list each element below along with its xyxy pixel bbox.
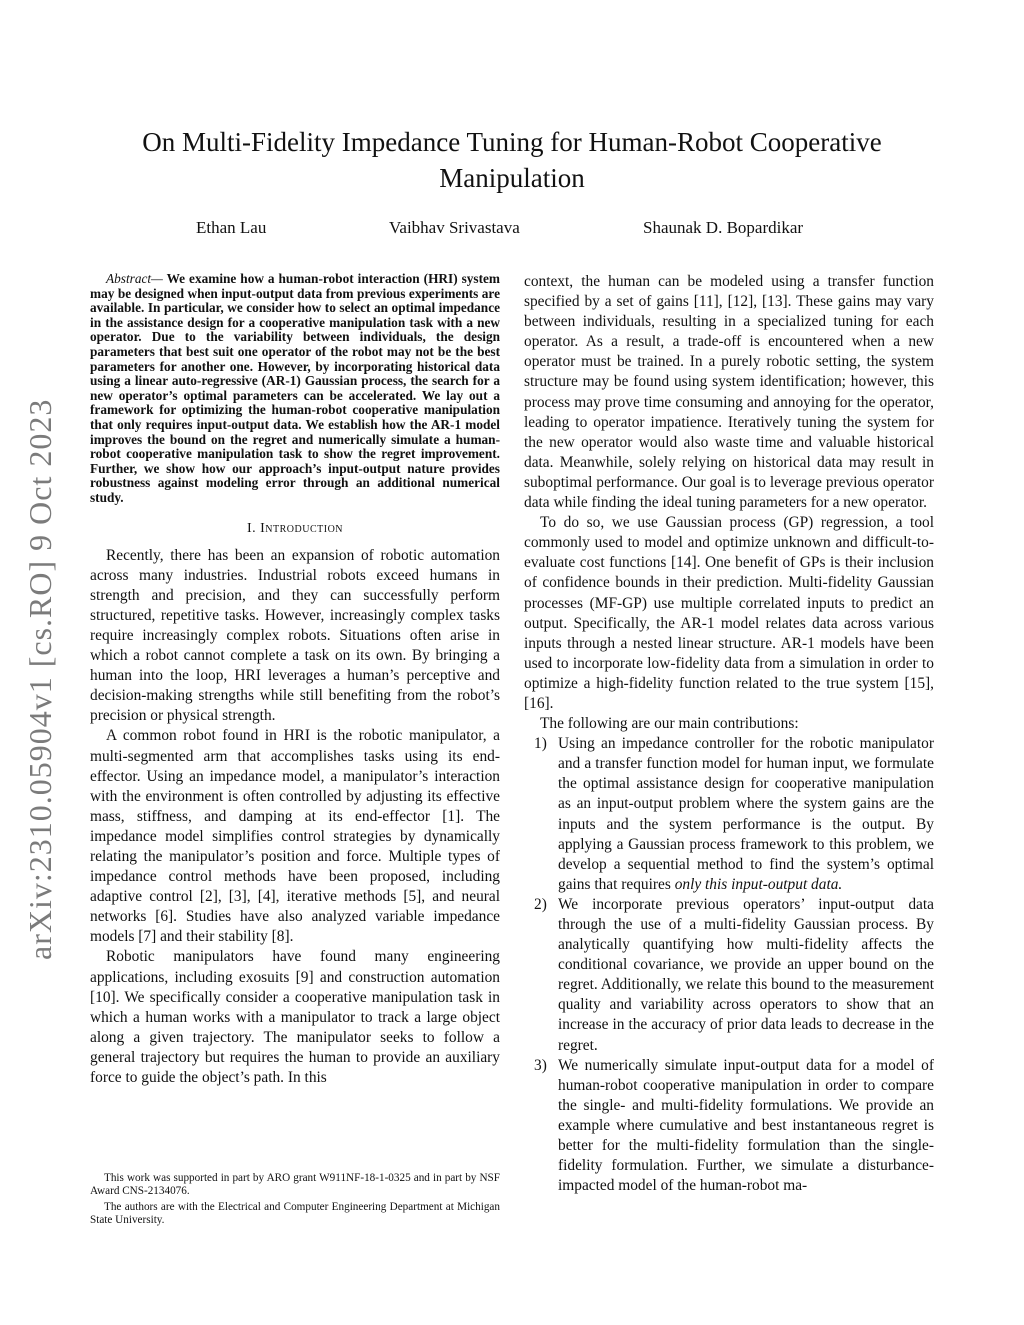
author-2: Vaibhav Srivastava	[389, 218, 520, 237]
contribution-number: 3)	[534, 1056, 547, 1074]
contribution-number: 2)	[534, 895, 547, 913]
intro-paragraph-2: A common robot found in HRI is the robotic manipulator, a multi-segmented arm that accomplishes tasks using its end-effector. Using an impedance model, a manipulator’s interaction with the environment is often controlled by adjusting its effective mass, stiffness, and damping at its end-effector [1]. The impedance model simplifies control strategies by dynamically relating the manipulator’s position and force. Multiple types of impedance control methods have been proposed, including adaptive control [2], [3], [4], iterative methods [5], and neural networks [6]. Studies have also analyzed variable impedance models [7] and their stability [8].	[90, 727, 500, 946]
author-3: Shaunak D. Bopardikar	[643, 218, 804, 237]
contributions-list	[524, 734, 934, 1196]
section-heading-introduction	[90, 519, 500, 539]
footnote-funding: This work was supported in part by ARO grant W911NF-18-1-0325 and in part by NSF Award CNS-2134076.	[90, 1172, 500, 1197]
intro-paragraph-3: Robotic manipulators have found many engineering applications, including exosuits [9] and construction automation [10]. We specifically consider a cooperative manipulation task in which a human works with a manipulator to track a large object along a given trajectory. The manipulator seeks to follow a general trajectory but requires the human to provide an auxiliary force to guide the object’s path. In this	[90, 948, 500, 1087]
arxiv-identifier: arXiv:2310.05904v1 [cs.RO] 9 Oct 2023	[22, 398, 58, 960]
contribution-item-3	[524, 1056, 934, 1197]
contribution-item-1	[524, 734, 934, 895]
contribution-item-2	[524, 895, 934, 1056]
intro-paragraph-3-continued: context, the human can be modeled using a transfer function specified by a set of gains [11], [12], [13]. These gains may vary between individuals, resulting in a specialized tuning for each operator. As a result, a trade-off is encountered when a new operator must be trained. In a purely robotic setting, the system structure may be found using system identification; however, this process may prove time consuming and annoying for the operator, leading to operator impatience. Iteratively tuning the system for the new operator would also waste time and valuable historical data. Meanwhile, solely relying on historical data may result in suboptimal performance. Our goal is to leverage previous operator data while finding the ideal tuning parameters for a new operator.	[524, 273, 934, 512]
contribution-emphasis: only this input-output data.	[674, 875, 843, 893]
intro-paragraph-4: To do so, we use Gaussian process (GP) regression, a tool commonly used to model and optimize unknown and difficult-to-evaluate cost functions [14]. One benefit of GPs is their inclusion of confidence bounds in their prediction. Multi-fidelity Gaussian processes (MF-GP) use multiple correlated inputs to predict an output. Specifically, the AR-1 model relates data across various inputs through a nested linear structure. AR-1 models have been used to incorporate low-fidelity data from a simulation in order to optimize a high-fidelity function related to the true system [15], [16].	[524, 514, 934, 712]
footnotes	[90, 1172, 500, 1230]
abstract-text: We examine how a human-robot interaction (HRI) system may be designed when input-output data from previous experiments are available. In particular, we consider how to select an optimal impedance in the assistance design for a cooperative manipulation task with a new operator. Due to the variability between individuals, the design parameters that best suit one operator of the robot may not be the best parameters for another one. However, by incorporating historical data using a linear auto-regressive (AR-1) Gaussian process, the search for a new operator’s optimal parameters can be accelerated. We lay out a framework for optimizing the human-robot cooperative manipulation that only requires input-output data. We establish how the AR-1 model improves the bound on the regret and numerically simulate a human-robot cooperative manipulation task to show the regret improvement. Further, we show how our approach’s input-output nature provides robustness against modeling error through an additional numerical study.	[90, 271, 500, 505]
contribution-number: 1)	[534, 735, 547, 753]
contributions-intro: The following are our main contributions:	[540, 715, 799, 733]
contribution-text: We numerically simulate input-output data for a model of human-robot cooperative manipulation in order to compare the single- and multi-fidelity formulations. We provide an example where cumulative and best instantaneous regret is better for the multi-fidelity formulation than the single-fidelity formulation. Further, we simulate a disturbance-impacted model of the human-robot ma-	[558, 1056, 934, 1195]
abstract	[90, 272, 500, 506]
author-list	[0, 218, 1024, 242]
paper-title: On Multi-Fidelity Impedance Tuning for Human-Robot Cooperative Manipulation	[142, 127, 882, 193]
footnote-affiliation: The authors are with the Electrical and Computer Engineering Department at Michigan State University.	[90, 1201, 500, 1226]
right-column	[524, 272, 934, 1196]
author-1: Ethan Lau	[196, 218, 267, 237]
section-heading-text: I. Introduction	[246, 520, 344, 536]
contribution-text: Using an impedance controller for the robotic manipulator and a transfer function model for human input, we formulate the optimal assistance design for cooperative manipulation as an input-output problem where the system gains are the inputs and the system performance is the output. By applying a Gaussian process framework to this problem, we develop a sequential method to find the system’s optimal gains that requires	[558, 735, 934, 893]
left-column	[90, 272, 500, 1088]
contribution-text: We incorporate previous operators’ input-output data through the use of a multi-fidelity Gaussian process. By analytically quantifying how multi-fidelity affects the conditional covariance, we provide an upper bound on the regret. Additionally, we relate this bound to the measurement quality and variability across operators to show that an increase in the accuracy of prior data leads to decrease in the regret.	[558, 895, 934, 1054]
abstract-label: Abstract—	[106, 271, 163, 286]
intro-paragraph-1: Recently, there has been an expansion of robotic automation across many industries. Industrial robots exceed humans in strength and precision, and they can successfully perform structured, repetitive tasks. However, increasingly complex tasks require increasingly complex robots. Situations often arise in which a robot cannot complete a task on its own. By bringing a human into the loop, HRI leverages a human’s perceptive and decision-making strengths while still benefiting from the robot’s precision or physical strength.	[90, 546, 500, 725]
